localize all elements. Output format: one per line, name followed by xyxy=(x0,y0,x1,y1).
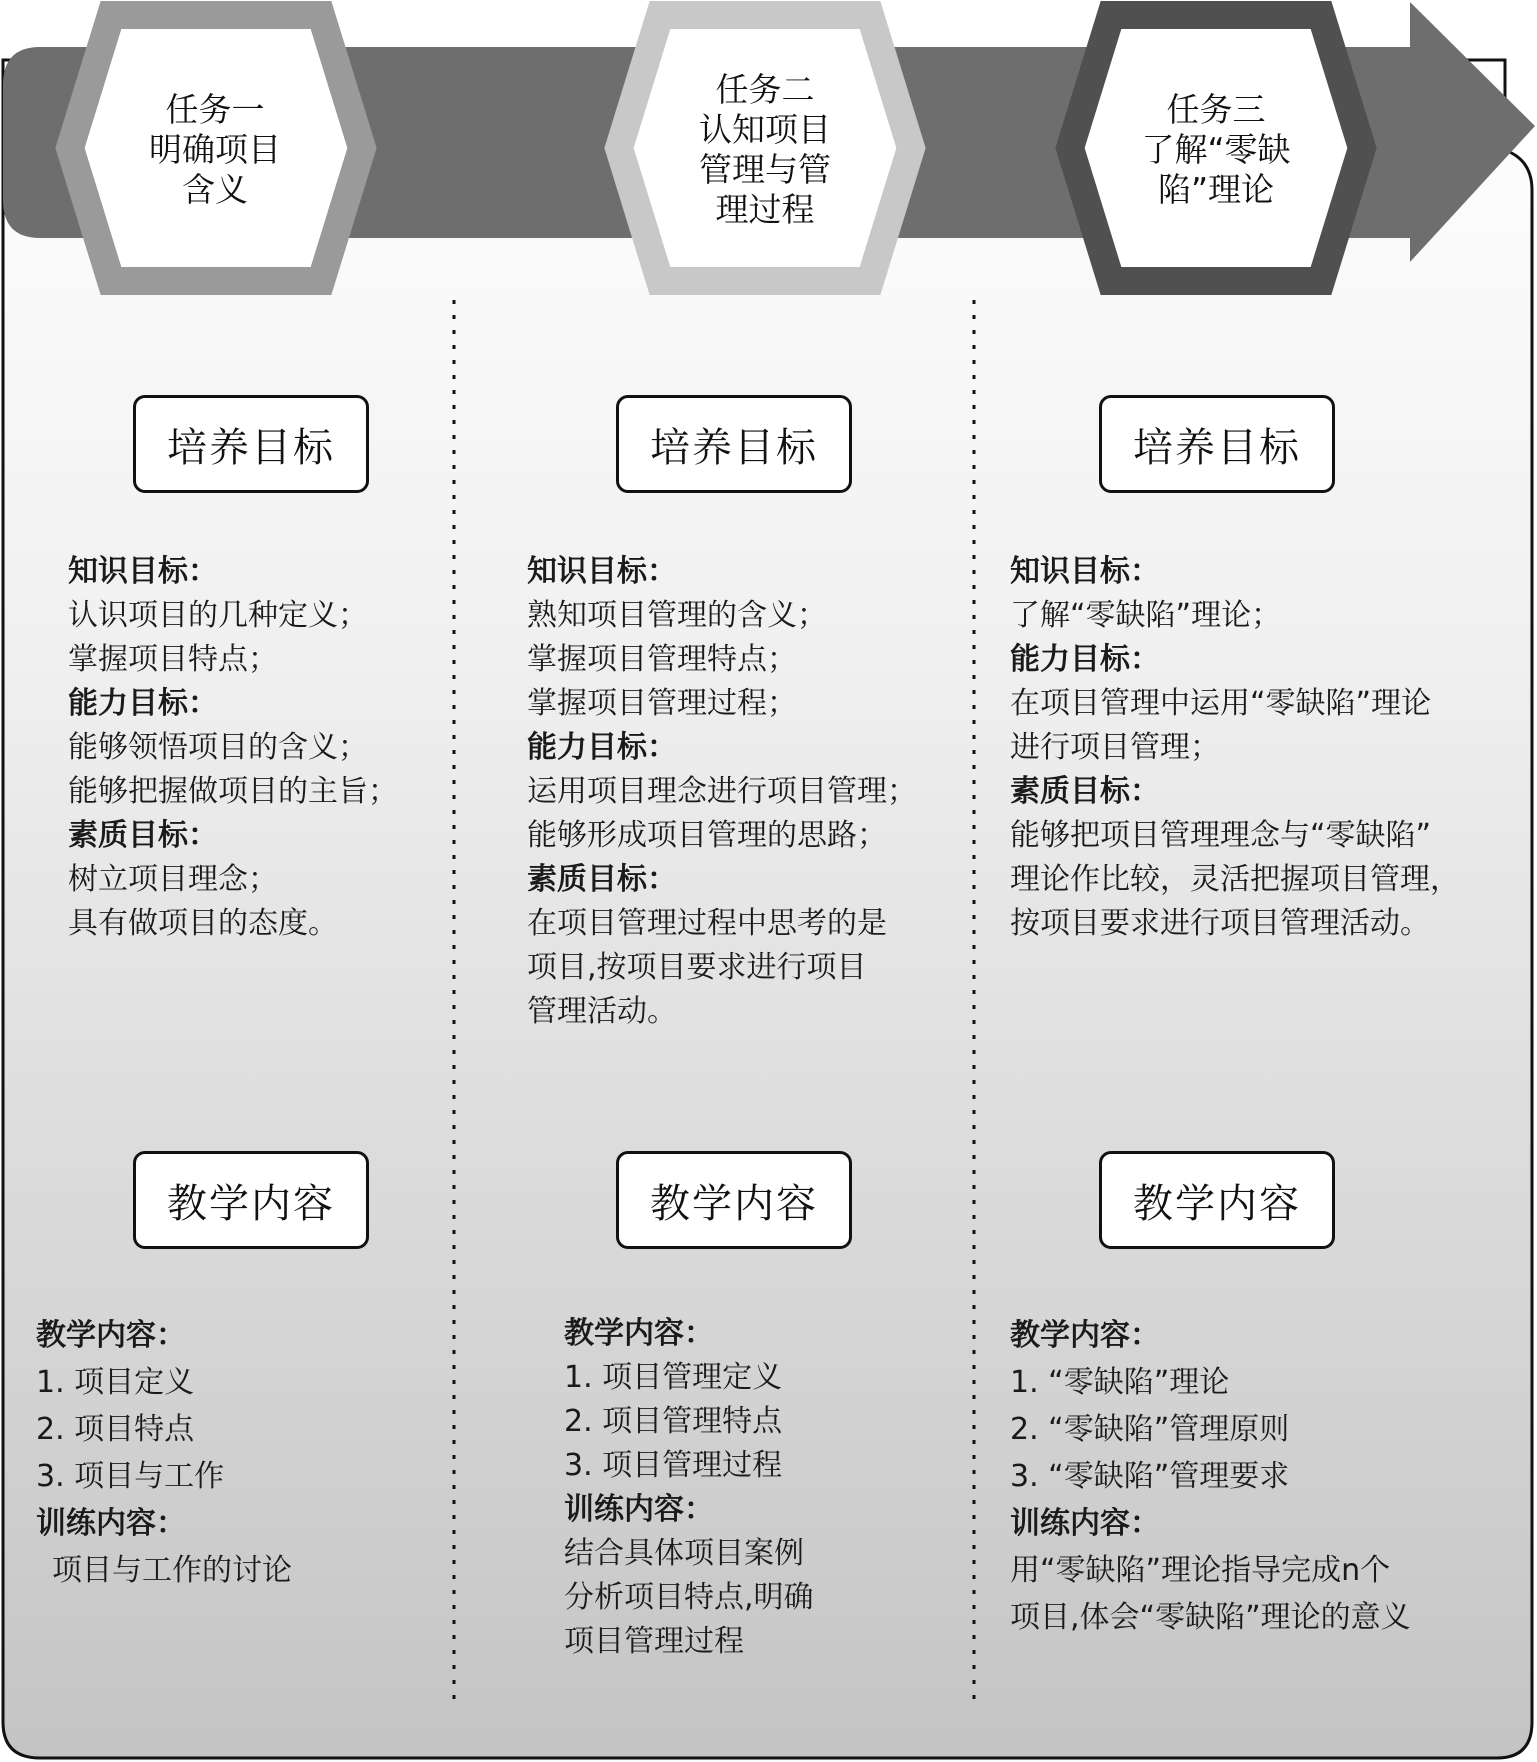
train-heading: 训练内容： xyxy=(1010,1506,1160,1541)
content-text-1 xyxy=(36,1312,292,1594)
task2-line: 理过程 xyxy=(715,190,815,229)
quality-item: 理论作比较，灵活把握项目管理， xyxy=(1010,862,1460,897)
content-text-2 xyxy=(564,1312,814,1664)
quality-item: 按项目要求进行项目管理活动。 xyxy=(1010,906,1430,941)
quality-heading: 素质目标： xyxy=(68,818,218,853)
task2-line: 认知项目 xyxy=(699,110,831,149)
knowledge-heading: 知识目标： xyxy=(1010,554,1160,589)
quality-heading: 素质目标： xyxy=(1010,774,1160,809)
ability-item: 运用项目理念进行项目管理； xyxy=(527,774,917,809)
task1-line: 明确项目 xyxy=(149,130,281,169)
teach-item: 2. 项目特点 xyxy=(36,1412,195,1447)
teach-item: 3. 项目与工作 xyxy=(36,1459,225,1494)
train-item: 分析项目特点,明确 xyxy=(564,1580,814,1615)
content-text-3 xyxy=(1010,1312,1411,1641)
task3-line: 任务三 xyxy=(1166,90,1266,129)
ability-item: 能够把握做项目的主旨； xyxy=(68,774,398,809)
train-item: 用“零缺陷”理论指导完成n个 xyxy=(1010,1553,1391,1588)
teach-heading: 教学内容： xyxy=(36,1318,186,1353)
goals-text-2 xyxy=(527,550,917,1034)
task1-label xyxy=(120,70,310,230)
teach-heading: 教学内容： xyxy=(564,1316,714,1351)
goals-text-3 xyxy=(1010,550,1460,946)
quality-item: 项目,按项目要求进行项目 xyxy=(527,950,867,985)
quality-item: 管理活动。 xyxy=(527,994,677,1029)
train-heading: 训练内容： xyxy=(564,1492,714,1527)
quality-item: 具有做项目的态度。 xyxy=(68,906,338,941)
ability-heading: 能力目标： xyxy=(527,730,677,765)
knowledge-item: 掌握项目管理过程； xyxy=(527,686,797,721)
train-item: 项目与工作的讨论 xyxy=(52,1553,292,1588)
task3-line: 了解“零缺 xyxy=(1141,130,1291,169)
goals-title-box-3: 培养目标 xyxy=(1099,395,1335,493)
goals-title-box-1: 培养目标 xyxy=(133,395,369,493)
train-item: 项目,体会“零缺陷”理论的意义 xyxy=(1010,1600,1411,1635)
knowledge-item: 掌握项目特点； xyxy=(68,642,278,677)
train-item: 结合具体项目案例 xyxy=(564,1536,804,1571)
ability-item: 能够形成项目管理的思路； xyxy=(527,818,887,853)
teach-item: 3. “零缺陷”管理要求 xyxy=(1010,1459,1290,1494)
quality-item: 在项目管理过程中思考的是 xyxy=(527,906,887,941)
task2-line: 任务二 xyxy=(715,70,815,109)
teach-item: 3. 项目管理过程 xyxy=(564,1448,783,1483)
knowledge-heading: 知识目标： xyxy=(527,554,677,589)
knowledge-heading: 知识目标： xyxy=(68,554,218,589)
teach-item: 1. 项目定义 xyxy=(36,1365,195,1400)
content-title-box-1: 教学内容 xyxy=(133,1151,369,1249)
task1-line: 含义 xyxy=(182,170,248,209)
ability-heading: 能力目标： xyxy=(1010,642,1160,677)
task1-line: 任务一 xyxy=(165,90,265,129)
ability-item: 能够领悟项目的含义； xyxy=(68,730,368,765)
knowledge-item: 认识项目的几种定义； xyxy=(68,598,368,633)
content-title-box-2: 教学内容 xyxy=(616,1151,852,1249)
quality-item: 能够把项目管理理念与“零缺陷” xyxy=(1010,818,1432,853)
train-heading: 训练内容： xyxy=(36,1506,186,1541)
task2-label xyxy=(670,68,860,232)
teach-item: 2. 项目管理特点 xyxy=(564,1404,783,1439)
quality-heading: 素质目标： xyxy=(527,862,677,897)
knowledge-item: 掌握项目管理特点； xyxy=(527,642,797,677)
ability-item: 进行项目管理； xyxy=(1010,730,1220,765)
ability-heading: 能力目标： xyxy=(68,686,218,721)
knowledge-item: 熟知项目管理的含义； xyxy=(527,598,827,633)
train-item: 项目管理过程 xyxy=(564,1624,744,1659)
teach-item: 1. 项目管理定义 xyxy=(564,1360,783,1395)
goals-text-1 xyxy=(68,550,398,946)
task3-line: 陷”理论 xyxy=(1157,170,1275,209)
task2-line: 管理与管 xyxy=(699,150,831,189)
teach-item: 1. “零缺陷”理论 xyxy=(1010,1365,1230,1400)
task3-label xyxy=(1121,70,1311,230)
ability-item: 在项目管理中运用“零缺陷”理论 xyxy=(1010,686,1432,721)
content-title-box-3: 教学内容 xyxy=(1099,1151,1335,1249)
teach-item: 2. “零缺陷”管理原则 xyxy=(1010,1412,1290,1447)
quality-item: 树立项目理念； xyxy=(68,862,278,897)
knowledge-item: 了解“零缺陷”理论； xyxy=(1010,598,1282,633)
goals-title-box-2: 培养目标 xyxy=(616,395,852,493)
teach-heading: 教学内容： xyxy=(1010,1318,1160,1353)
